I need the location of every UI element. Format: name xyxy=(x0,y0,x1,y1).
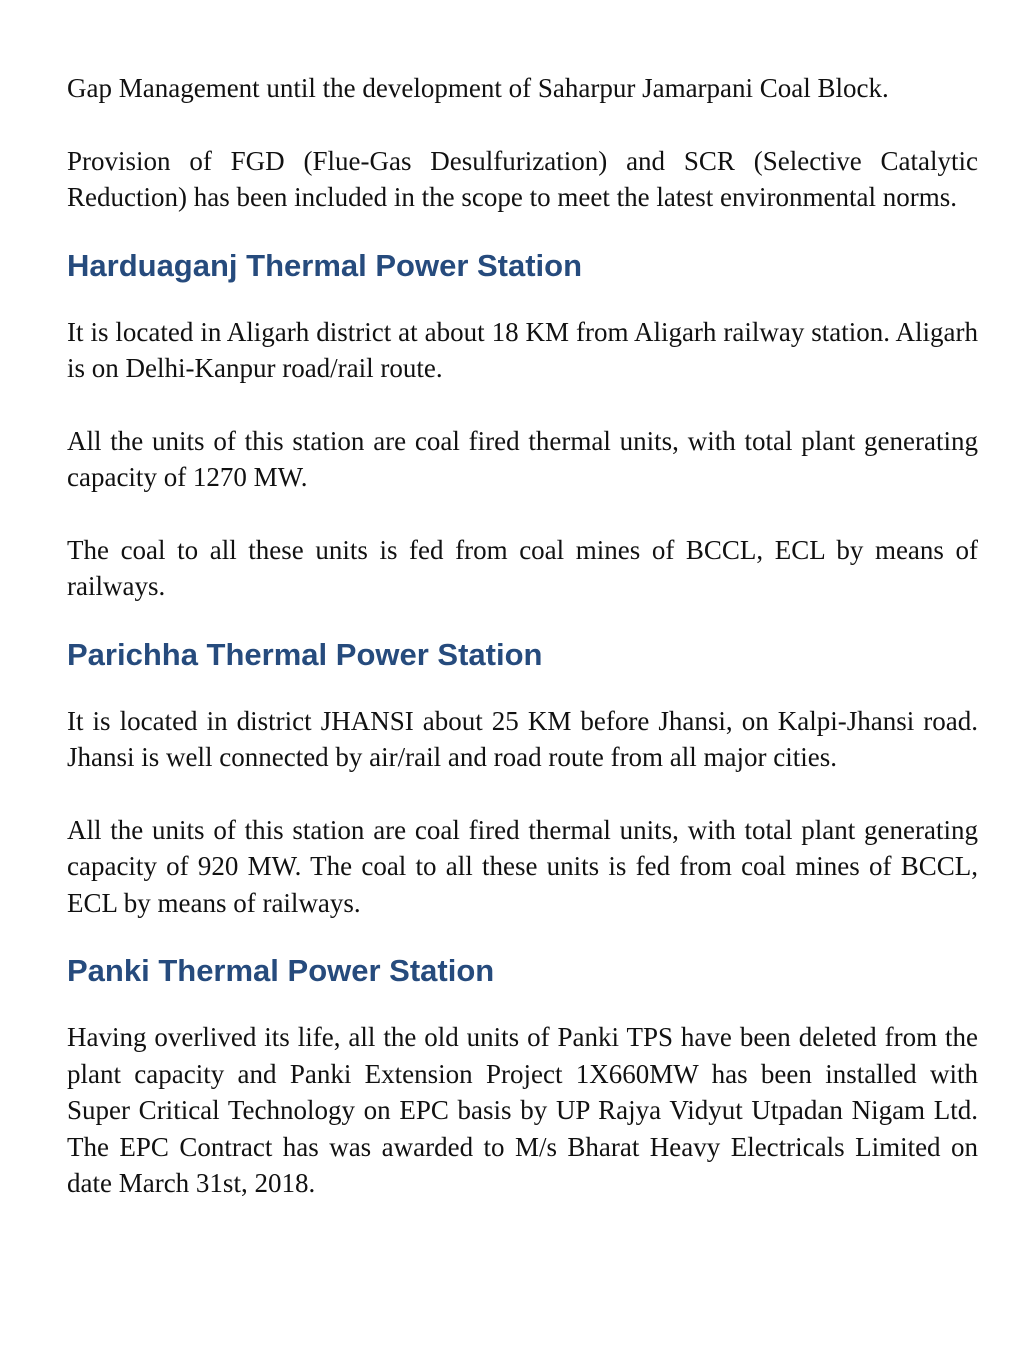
intro-paragraph-gap-management: Gap Management until the development of Saharpur Jamarpani Coal Block. xyxy=(67,73,889,103)
harduaganj-capacity-paragraph: All the units of this station are coal fired thermal units, with total plant generating capacity of 1270 MW. xyxy=(67,425,978,492)
intro-paragraph-fgd-scr: Provision of FGD (Flue-Gas Desulfurization) and SCR (Selective Catalytic Reduction) has been included in the scope to meet the latest environmental norms. xyxy=(67,145,978,212)
heading-parichha: Parichha Thermal Power Station xyxy=(67,636,543,672)
parichha-capacity-paragraph: All the units of this station are coal fired thermal units, with total plant generating capacity of 920 MW. The coal to all these units is fed from coal mines of BCCL, ECL by means of railways. xyxy=(67,814,978,918)
panki-extension-paragraph: Having overlived its life, all the old units of Panki TPS have been deleted from the plant capacity and Panki Extension Project 1X660MW has been installed with Super Critical Technology on EPC basis by UP Rajya Vidyut Utpadan Nigam Ltd. The EPC Contract has was awarded to M/s Bharat Heavy Electricals Limited on date March 31st, 2018. xyxy=(67,1022,978,1198)
parichha-location-paragraph: It is located in district JHANSI about 25 KM before Jhansi, on Kalpi-Jhansi road. Jhansi is well connected by air/rail and road route from all major cities. xyxy=(67,705,978,772)
heading-harduaganj: Harduaganj Thermal Power Station xyxy=(67,247,583,283)
harduaganj-location-paragraph: It is located in Aligarh district at about 18 KM from Aligarh railway station. Aligarh is on Delhi-Kanpur road/rail route. xyxy=(67,316,978,383)
heading-panki: Panki Thermal Power Station xyxy=(67,953,495,988)
harduaganj-coal-paragraph: The coal to all these units is fed from coal mines of BCCL, ECL by means of railways. xyxy=(67,534,978,601)
document-page xyxy=(67,70,978,1202)
